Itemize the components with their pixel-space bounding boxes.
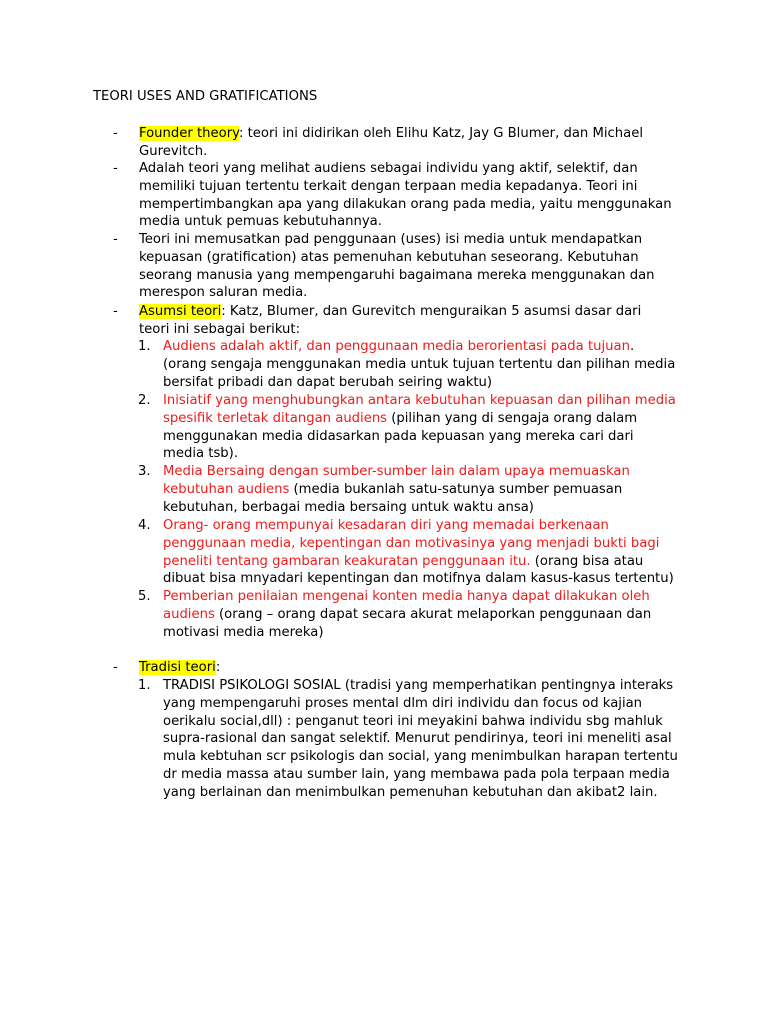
document-title: TEORI USES AND GRATIFICATIONS — [93, 89, 318, 104]
asumsi-teori-label: Asumsi teori — [139, 304, 222, 319]
asumsi-3-rest: (media bukanlah satu-satunya sumber pemuasan kebutuhan, berbagai media bersaing untuk waktu ansa) — [163, 481, 623, 515]
bullet-asumsi-teori — [113, 303, 673, 339]
asumsi-1-rest: . (orang sengaja menggunakan media untuk tujuan tertentu dan pilihan media bersifat pribadi dan dapat berubah seiring waktu) — [163, 339, 676, 390]
asumsi-4-rest: (orang bisa atau dibuat bisa mnyadari kepentingan dan motifnya dalam kasus-kasus tertentu) — [163, 553, 674, 587]
asumsi-2-rest: (pilihan yang di sengaja orang dalam menggunakan media didasarkan pada kepuasan yang mereka cari dari media tsb). — [163, 410, 638, 462]
tradisi-item-1 — [138, 677, 678, 802]
bullet-dash: - — [113, 304, 118, 319]
list-number: 1. — [138, 678, 151, 693]
focus-text: Teori ini memusatkan pad penggunaan (uses) isi media untuk mendapatkan kepuasan (gratification) atas pemenuhan kebutuhan seseorang. Kebutuhan seorang manusia yang mempengaruhi bagaimana mereka menggunakan dan merespon saluran media. — [139, 232, 655, 301]
founder-theory-text: : teori ini didirikan oleh Elihu Katz, Jay G Blumer, dan Michael Gurevitch. — [139, 126, 643, 159]
bullet-dash: - — [113, 161, 118, 176]
bullet-dash: - — [113, 126, 118, 141]
asumsi-teori-text: : Katz, Blumer, dan Gurevitch menguraikan 5 asumsi dasar dari teori ini sebagai berikut: — [139, 304, 642, 337]
tradisi-teori-text: : — [215, 660, 221, 675]
asumsi-3-red: Media Bersaing dengan sumber-sumber lain dalam upaya memuaskan kebutuhan audiens — [163, 464, 630, 497]
asumsi-1-red: Audiens adalah aktif, dan penggunaan media berorientasi pada tujuan — [163, 339, 630, 354]
list-number: 5. — [138, 589, 151, 604]
asumsi-item-4 — [138, 517, 678, 588]
list-number: 4. — [138, 518, 151, 533]
asumsi-5-rest: (orang – orang dapat secara akurat melaporkan penggunaan dan motivasi media mereka) — [163, 606, 652, 640]
founder-theory-label: Founder theory — [139, 126, 239, 141]
asumsi-item-5 — [138, 588, 678, 641]
asumsi-4-red: Orang- orang mempunyai kesadaran diri yang memadai berkenaan penggunaan media, kepentingan dan motivasinya yang menjadi bukti bagi peneliti tentang gambaran keakuratan penggunaan itu. — [163, 518, 660, 569]
definition-text: Adalah teori yang melihat audiens sebagai individu yang aktif, selektif, dan memiliki tujuan tertentu terkait dengan terpaan media kepadanya. Teori ini mempertimbangkan apa yang dilakukan orang pada media, yaitu menggunakan media untuk pemuas kebutuhannya. — [139, 161, 672, 230]
tradisi-teori-label: Tradisi teori — [139, 660, 216, 675]
bullet-dash: - — [113, 660, 118, 675]
bullet-dash: - — [113, 232, 118, 247]
bullet-focus — [113, 231, 673, 302]
bullet-definition — [113, 160, 673, 231]
bullet-founder-theory — [113, 125, 673, 161]
asumsi-2-red: Inisiatif yang menghubungkan antara kebutuhan kepuasan dan pilihan media spesifik terletak ditangan audiens — [163, 393, 676, 426]
tradisi-1-text: TRADISI PSIKOLOGI SOSIAL (tradisi yang memperhatikan pentingnya interaks yang mempengaruhi proses mental dlm diri individu dan focus od kajian oerikalu social,dll) : penganut teori ini meyakini bahwa individu sbg mahluk supra-rasional dan sangat selektif. Menurut pendirinya, teori ini meneliti asal mula kebtuhan scr psikologis dan social, yang menimbulkan harapan tertentu dr media massa atau sumber lain, yang membawa pada pola terpaan media yang berlainan dan menimbulkan pemenuhan kebutuhan dan akibat2 lain. — [163, 678, 678, 800]
bullet-tradisi-teori — [113, 659, 673, 677]
asumsi-item-3 — [138, 463, 678, 516]
list-number: 3. — [138, 464, 151, 479]
asumsi-item-2 — [138, 392, 678, 463]
asumsi-5-red: Pemberian penilaian mengenai konten media hanya dapat dilakukan oleh audiens — [163, 589, 650, 622]
list-number: 2. — [138, 393, 151, 408]
asumsi-item-1 — [138, 338, 678, 391]
list-number: 1. — [138, 339, 151, 354]
